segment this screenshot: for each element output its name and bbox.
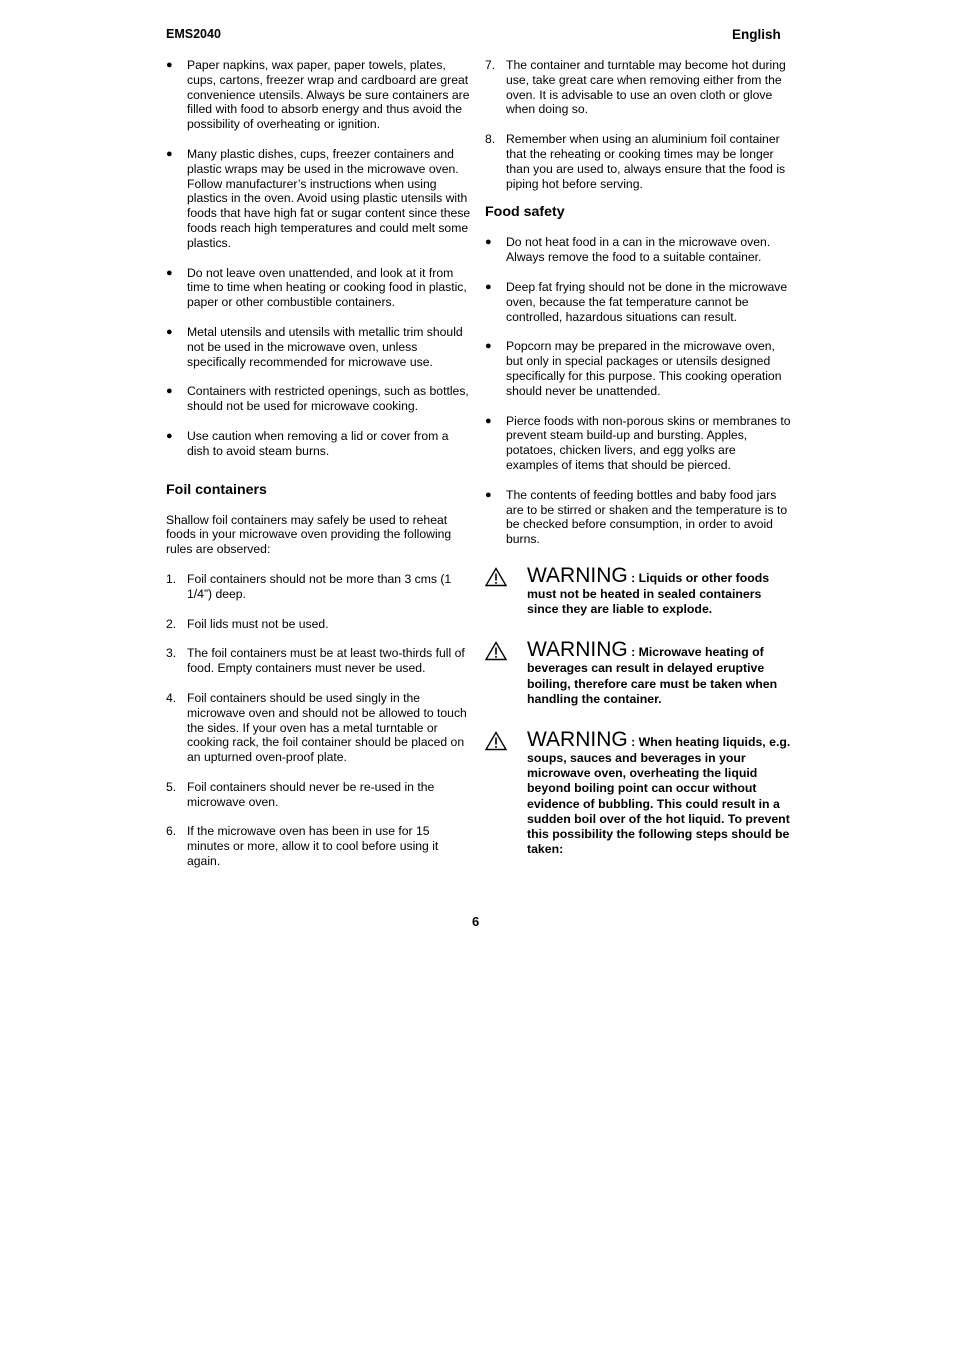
bullet-text: Paper napkins, wax paper, paper towels, plates, cups, cartons, freezer wrap and cardboard are great convenience utensils. Always be sure containers are filled with food to absorb energy and thus avoid the possibility of overheating or ignition. bbox=[187, 58, 470, 132]
bullet-text: Pierce foods with non-porous skins or membranes to prevent steam build-up and bursting. Apples, potatoes, chicken livers, and egg yolks are examples of items that should be pierced. bbox=[506, 413, 791, 472]
bullet-text: Do not leave oven unattended, and look at it from time to time when heating or cooking food in plastic, paper or other combustible containers. bbox=[187, 265, 467, 310]
warning-triangle-icon bbox=[485, 567, 507, 587]
bullet-icon: ● bbox=[485, 414, 492, 427]
warning-block bbox=[485, 565, 791, 617]
warning-triangle-icon bbox=[485, 731, 507, 751]
warning-block bbox=[485, 639, 791, 707]
foil-intro: Shallow foil containers may safely be used to reheat foods in your microwave oven providing the following rules are observed: bbox=[166, 512, 452, 557]
bullet-icon: ● bbox=[166, 266, 173, 279]
item-number: 7. bbox=[485, 58, 496, 72]
list-item bbox=[166, 429, 472, 459]
model-number: EMS2040 bbox=[166, 27, 221, 41]
item-text: The container and turntable may become hot during use, take great care when removing either from the oven. It is advisable to use an oven cloth or glove when doing so. bbox=[506, 58, 786, 117]
item-text: Foil containers should not be more than 3 cms (1 1/4”) deep. bbox=[187, 571, 452, 601]
item-text: The foil containers must be at least two-thirds full of food. Empty containers must never be used. bbox=[187, 646, 465, 676]
warning-label: WARNING bbox=[527, 563, 628, 587]
list-item bbox=[166, 147, 472, 251]
bullet-text: Do not heat food in a can in the microwave oven. Always remove the food to a suitable container. bbox=[506, 235, 771, 265]
item-text: If the microwave oven has been in use for 15 minutes or more, allow it to cool before using it again. bbox=[187, 824, 439, 869]
list-item bbox=[485, 235, 791, 265]
bullet-text: Many plastic dishes, cups, freezer containers and plastic wraps may be used in the microwave oven. Follow manufacturer’s instructions when using plastics in the oven. Avoid using plastic utensils with foods that have high fat or sugar content since these foods reach high temperatures and could melt some plastics. bbox=[187, 146, 471, 250]
warning-text: : Microwave heating of beverages can result in delayed eruptive boiling, therefore care must be taken when handling the container. bbox=[527, 645, 778, 706]
bullet-icon: ● bbox=[166, 147, 173, 160]
bullet-text: Use caution when removing a lid or cover from a dish to avoid steam burns. bbox=[187, 428, 449, 458]
bullet-text: Containers with restricted openings, such as bottles, should not be used for microwave cooking. bbox=[187, 384, 469, 414]
right-column bbox=[485, 58, 791, 879]
food-safety-heading: Food safety bbox=[485, 204, 565, 221]
list-item bbox=[166, 325, 472, 369]
list-item bbox=[485, 339, 791, 398]
item-text: Foil containers should be used singly in the microwave oven and should not be allowed to touch the sides. If your oven has a metal turntable or cooking rack, the foil container should be placed on an upturned oven-proof plate. bbox=[187, 690, 467, 765]
bullet-text: Metal utensils and utensils with metallic trim should not be used in the microwave oven, unless specifically recommended for microwave use. bbox=[187, 324, 463, 369]
item-number: 8. bbox=[485, 132, 496, 147]
numbered-item bbox=[166, 572, 472, 602]
page-number: 6 bbox=[472, 914, 480, 929]
list-item bbox=[485, 414, 791, 473]
numbered-item bbox=[485, 132, 791, 191]
warning-text: : Liquids or other foods must not be heated in sealed containers since they are liable to explode. bbox=[527, 570, 770, 617]
bullet-text: Deep fat frying should not be done in the microwave oven, because the fat temperature cannot be controlled, hazardous situations can result. bbox=[506, 279, 788, 324]
bullet-icon: ● bbox=[166, 385, 173, 398]
left-column bbox=[166, 58, 472, 884]
item-number: 2. bbox=[166, 616, 177, 631]
foil-containers-heading: Foil containers bbox=[166, 481, 267, 498]
warning-label: WARNING bbox=[527, 638, 628, 662]
item-number: 1. bbox=[166, 571, 177, 586]
item-text: Remember when using an aluminium foil container that the reheating or cooking times may be longer than you are used to, always ensure that the food is piping hot before serving. bbox=[506, 132, 786, 191]
item-number: 3. bbox=[166, 646, 177, 661]
list-item bbox=[166, 384, 472, 414]
warning-text: : When heating liquids, e.g. soups, sauces and beverages in your microwave oven, overheating the liquid beyond boiling point can occur without evidence of bubbling. This could result in a sudden boil over of the hot liquid. To prevent this possibility the following steps should be taken: bbox=[527, 734, 791, 857]
bullet-text: Popcorn may be prepared in the microwave oven, but only in special packages or utensils designed specifically for this purpose. This cooking operation should never be unattended. bbox=[506, 339, 782, 398]
numbered-item bbox=[485, 58, 791, 117]
bullet-icon: ● bbox=[166, 59, 173, 71]
numbered-item bbox=[166, 646, 472, 676]
list-item bbox=[166, 58, 472, 132]
numbered-item bbox=[166, 824, 472, 868]
bullet-icon: ● bbox=[485, 280, 492, 293]
warning-block bbox=[485, 729, 791, 857]
bullet-icon: ● bbox=[485, 236, 492, 249]
list-item bbox=[485, 280, 791, 324]
language-label: English bbox=[732, 27, 781, 42]
numbered-item bbox=[166, 691, 472, 765]
list-item bbox=[485, 488, 791, 547]
bullet-text: The contents of feeding bottles and baby food jars are to be stirred or shaken and the temperature is to be checked before consumption, in order to avoid burns. bbox=[506, 487, 788, 547]
numbered-item bbox=[166, 617, 472, 632]
list-item bbox=[166, 266, 472, 310]
numbered-item bbox=[166, 780, 472, 810]
bullet-icon: ● bbox=[166, 429, 173, 442]
bullet-icon: ● bbox=[166, 325, 173, 338]
item-text: Foil containers should never be re-used in the microwave oven. bbox=[187, 779, 435, 809]
item-text: Foil lids must not be used. bbox=[187, 616, 329, 631]
item-number: 5. bbox=[166, 779, 177, 794]
item-number: 6. bbox=[166, 824, 177, 839]
bullet-icon: ● bbox=[485, 340, 492, 353]
item-number: 4. bbox=[166, 690, 177, 705]
warning-triangle-icon bbox=[485, 641, 507, 661]
bullet-icon: ● bbox=[485, 488, 492, 501]
warning-label: WARNING bbox=[527, 727, 628, 751]
